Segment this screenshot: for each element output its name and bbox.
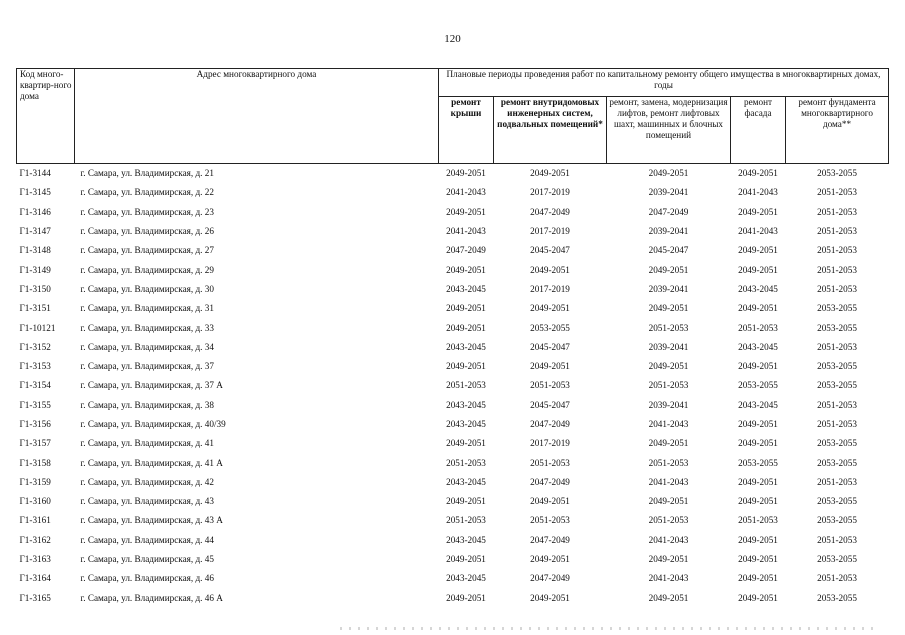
header-facade: ремонт фасада [731,97,786,164]
cell-code: Г1-3160 [19,496,51,507]
cell-lifts: 2039-2041 [648,226,689,237]
table-row [17,589,889,608]
cell-facade: 2049-2051 [738,361,778,372]
cell-code: Г1-3161 [19,515,51,526]
header-lifts: ремонт, замена, модернизация лифтов, ремонт лифтовых шахт, машинных и блочных помещений [607,97,731,164]
cell-foundation: 2051-2053 [817,264,857,275]
cell-address: г. Самара, ул. Владимирская, д. 41 [80,438,214,449]
cell-address: г. Самара, ул. Владимирская, д. 43 А [80,515,223,526]
cell-foundation: 2051-2053 [817,206,857,217]
cell-facade: 2049-2051 [738,496,778,507]
cell-lifts: 2039-2041 [648,283,689,294]
page-number: 120 [444,33,461,45]
cell-address: г. Самара, ул. Владимирская, д. 29 [80,264,214,275]
cell-address: г. Самара, ул. Владимирская, д. 33 [80,322,214,333]
cell-code: Г1-3149 [19,264,51,275]
cell-lifts: 2041-2043 [648,419,689,429]
cell-code: Г1-3155 [19,399,51,410]
cell-facade: 2049-2051 [738,592,778,603]
cell-facade: 2053-2055 [738,380,778,391]
cell-foundation: 2053-2055 [817,457,857,468]
header-systems: ремонт внутридомовых инженерных систем, подвальных помещений* [494,97,607,164]
cell-systems: 2017-2019 [530,438,570,449]
cell-lifts: 2051-2053 [648,457,689,468]
cell-code: Г1-3145 [19,187,51,198]
cell-code: Г1-3156 [19,419,51,429]
cell-facade: 2041-2043 [738,226,778,237]
table-row [17,531,889,550]
cell-roof: 2043-2045 [446,476,486,487]
cell-facade: 2043-2045 [738,283,778,294]
cell-systems: 2049-2051 [530,554,570,565]
table-row [17,318,889,337]
header-code: Код много-квартир-ного дома [17,69,75,164]
cell-roof: 2049-2051 [446,168,486,179]
cell-facade: 2051-2053 [738,515,778,526]
cell-roof: 2043-2045 [446,341,486,352]
cell-foundation: 2053-2055 [817,322,857,333]
table-row [17,473,889,492]
header-periods: Плановые периоды проведения работ по капитальному ремонту общего имущества в многоквартирных домах, годы [439,69,889,97]
cell-lifts: 2051-2053 [648,322,689,333]
cell-code: Г1-3151 [19,303,51,314]
cell-address: г. Самара, ул. Владимирская, д. 37 [80,361,214,372]
cell-code: Г1-10121 [19,322,56,333]
cell-address: г. Самара, ул. Владимирская, д. 40/39 [80,419,226,429]
header-roof: ремонт крыши [439,97,494,164]
cell-systems: 2049-2051 [530,496,570,507]
cell-roof: 2049-2051 [446,303,486,314]
cell-address: г. Самара, ул. Владимирская, д. 31 [80,303,214,314]
cell-code: Г1-3165 [19,592,51,603]
table-row [17,357,889,376]
cell-foundation: 2053-2055 [817,438,857,449]
cell-facade: 2043-2045 [738,341,778,352]
table-row [17,183,889,202]
cell-roof: 2051-2053 [446,380,486,391]
cell-address: г. Самара, ул. Владимирская, д. 46 [80,573,214,584]
table-row [17,164,889,184]
table-row [17,434,889,453]
header-address: Адрес многоквартирного дома [75,69,439,164]
cell-address: г. Самара, ул. Владимирская, д. 43 [80,496,214,507]
cell-facade: 2049-2051 [738,264,778,275]
cell-foundation: 2053-2055 [817,168,857,179]
cell-systems: 2051-2053 [530,515,570,526]
cell-foundation: 2053-2055 [817,592,857,603]
cell-code: Г1-3148 [19,245,51,256]
cell-lifts: 2039-2041 [648,399,689,410]
cell-lifts: 2049-2051 [648,496,689,507]
cell-roof: 2043-2045 [446,573,486,584]
cell-address: г. Самара, ул. Владимирская, д. 41 А [80,457,223,468]
cell-lifts: 2049-2051 [648,303,689,314]
table-row [17,396,889,415]
table-row [17,299,889,318]
cell-systems: 2051-2053 [530,380,570,391]
header-foundation: ремонт фундамента многоквартирного дома** [786,97,889,164]
table-row [17,203,889,222]
cell-roof: 2049-2051 [446,322,486,333]
cell-roof: 2049-2051 [446,554,486,565]
cell-roof: 2043-2045 [446,399,486,410]
cell-code: Г1-3144 [19,168,51,179]
cell-code: Г1-3159 [19,476,51,487]
cell-systems: 2049-2051 [530,168,570,179]
cell-address: г. Самара, ул. Владимирская, д. 22 [80,187,214,198]
cell-systems: 2049-2051 [530,303,570,314]
cell-address: г. Самара, ул. Владимирская, д. 27 [80,245,214,256]
cell-roof: 2051-2053 [446,515,486,526]
cell-facade: 2053-2055 [738,457,778,468]
cell-facade: 2049-2051 [738,438,778,449]
cell-lifts: 2049-2051 [648,554,689,565]
cell-lifts: 2049-2051 [648,592,689,603]
cell-foundation: 2053-2055 [817,380,857,391]
cell-systems: 2047-2049 [530,419,570,429]
cell-foundation: 2053-2055 [817,361,857,372]
cell-lifts: 2041-2043 [648,573,689,584]
cell-lifts: 2049-2051 [648,361,689,372]
cell-foundation: 2051-2053 [817,419,857,429]
cell-facade: 2049-2051 [738,303,778,314]
cell-foundation: 2051-2053 [817,476,857,487]
table-row [17,222,889,241]
cell-address: г. Самара, ул. Владимирская, д. 23 [80,206,214,217]
cell-address: г. Самара, ул. Владимирская, д. 44 [80,534,214,545]
cell-lifts: 2041-2043 [648,476,689,487]
cell-foundation: 2051-2053 [817,226,857,237]
cell-lifts: 2045-2047 [648,245,689,256]
cell-address: г. Самара, ул. Владимирская, д. 45 [80,554,214,565]
cell-facade: 2049-2051 [738,554,778,565]
cell-foundation: 2051-2053 [817,341,857,352]
cell-address: г. Самара, ул. Владимирская, д. 42 [80,476,214,487]
cell-roof: 2051-2053 [446,457,486,468]
table-row [17,492,889,511]
cell-roof: 2041-2043 [446,187,486,198]
cell-roof: 2047-2049 [446,245,486,256]
cell-facade: 2049-2051 [738,476,778,487]
cell-facade: 2049-2051 [738,534,778,545]
cell-lifts: 2039-2041 [648,341,689,352]
cell-code: Г1-3146 [19,206,51,217]
table-row [17,338,889,357]
cell-lifts: 2049-2051 [648,168,689,179]
cell-systems: 2053-2055 [530,322,570,333]
cell-systems: 2047-2049 [530,206,570,217]
cell-foundation: 2051-2053 [817,283,857,294]
cell-address: г. Самара, ул. Владимирская, д. 38 [80,399,214,410]
table-row [17,453,889,472]
cell-systems: 2017-2019 [530,226,570,237]
table-row [17,241,889,260]
cell-systems: 2047-2049 [530,534,570,545]
table-row [17,569,889,588]
scan-artifact [340,627,880,630]
cell-foundation: 2051-2053 [817,187,857,198]
cell-roof: 2043-2045 [446,534,486,545]
table-row [17,415,889,434]
cell-address: г. Самара, ул. Владимирская, д. 30 [80,283,214,294]
cell-lifts: 2047-2049 [648,206,689,217]
cell-systems: 2045-2047 [530,399,570,410]
cell-foundation: 2053-2055 [817,303,857,314]
cell-roof: 2049-2051 [446,438,486,449]
cell-roof: 2049-2051 [446,496,486,507]
cell-address: г. Самара, ул. Владимирская, д. 21 [80,168,214,179]
table-row [17,260,889,279]
cell-systems: 2045-2047 [530,245,570,256]
cell-foundation: 2053-2055 [817,554,857,565]
cell-systems: 2049-2051 [530,361,570,372]
cell-address: г. Самара, ул. Владимирская, д. 34 [80,341,214,352]
cell-code: Г1-3157 [19,438,51,449]
cell-foundation: 2053-2055 [817,515,857,526]
cell-systems: 2047-2049 [530,476,570,487]
cell-lifts: 2051-2053 [648,380,689,391]
cell-systems: 2017-2019 [530,187,570,198]
table-row [17,376,889,395]
cell-address: г. Самара, ул. Владимирская, д. 26 [80,226,214,237]
cell-facade: 2043-2045 [738,399,778,410]
cell-foundation: 2053-2055 [817,496,857,507]
cell-foundation: 2051-2053 [817,534,857,545]
cell-lifts: 2039-2041 [648,187,689,198]
cell-facade: 2049-2051 [738,206,778,217]
cell-systems: 2049-2051 [530,264,570,275]
cell-code: Г1-3154 [19,380,51,391]
cell-foundation: 2051-2053 [817,573,857,584]
table-row [17,280,889,299]
table-row [17,511,889,530]
cell-foundation: 2051-2053 [817,399,857,410]
cell-code: Г1-3164 [19,573,51,584]
cell-facade: 2049-2051 [738,245,778,256]
cell-systems: 2017-2019 [530,283,570,294]
cell-code: Г1-3153 [19,361,51,372]
cell-code: Г1-3147 [19,226,51,237]
cell-lifts: 2041-2043 [648,534,689,545]
cell-code: Г1-3158 [19,457,51,468]
cell-roof: 2049-2051 [446,264,486,275]
cell-systems: 2049-2051 [530,592,570,603]
cell-foundation: 2051-2053 [817,245,857,256]
cell-lifts: 2049-2051 [648,438,689,449]
table-row [17,550,889,569]
table-header [17,69,889,164]
cell-facade: 2041-2043 [738,187,778,198]
cell-systems: 2047-2049 [530,573,570,584]
cell-systems: 2045-2047 [530,341,570,352]
cell-facade: 2049-2051 [738,419,778,429]
cell-lifts: 2051-2053 [648,515,689,526]
cell-facade: 2049-2051 [738,168,778,179]
cell-roof: 2043-2045 [446,419,486,429]
cell-facade: 2051-2053 [738,322,778,333]
cell-lifts: 2049-2051 [648,264,689,275]
cell-code: Г1-3163 [19,554,51,565]
cell-roof: 2049-2051 [446,206,486,217]
table-body [17,164,889,608]
cell-address: г. Самара, ул. Владимирская, д. 46 А [80,592,223,603]
cell-roof: 2049-2051 [446,592,486,603]
cell-code: Г1-3152 [19,341,51,352]
cell-roof: 2041-2043 [446,226,486,237]
cell-address: г. Самара, ул. Владимирская, д. 37 А [80,380,223,391]
cell-facade: 2049-2051 [738,573,778,584]
cell-code: Г1-3162 [19,534,51,545]
cell-code: Г1-3150 [19,283,51,294]
cell-systems: 2051-2053 [530,457,570,468]
cell-roof: 2049-2051 [446,361,486,372]
capital-repair-table-container [16,68,888,608]
cell-roof: 2043-2045 [446,283,486,294]
capital-repair-table [16,68,889,608]
